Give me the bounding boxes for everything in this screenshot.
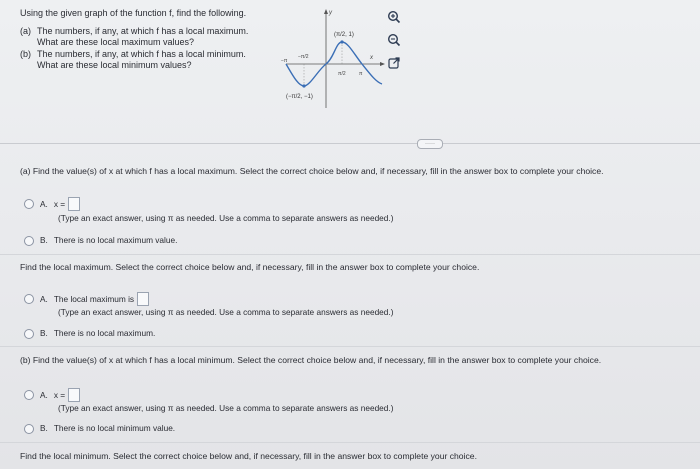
graph-tools bbox=[385, 8, 409, 77]
answer-box-2a[interactable] bbox=[137, 292, 149, 306]
zoom-out-icon bbox=[387, 33, 401, 47]
section-separator bbox=[0, 254, 700, 255]
choice-2b[interactable] bbox=[24, 328, 155, 339]
question-local-max-value: Find the local maximum. Select the correct choice below and, if necessary, fill in the answer box to complete your choice. bbox=[20, 262, 480, 272]
section-divider bbox=[0, 143, 700, 144]
zoom-out-button[interactable] bbox=[385, 31, 403, 49]
radio-1a[interactable] bbox=[24, 199, 34, 209]
choice-2b-text: There is no local maximum. bbox=[53, 328, 156, 338]
choice-3b-text: There is no local minimum value. bbox=[53, 423, 176, 433]
local-max-point bbox=[340, 40, 343, 43]
choice-2a-letter: A. bbox=[40, 293, 48, 304]
choice-2a[interactable] bbox=[24, 292, 149, 306]
choice-1a-letter: A. bbox=[40, 198, 48, 209]
question-local-min-x: (b) Find the value(s) of x at which f has a local minimum. Select the correct choice below and, if necessary, fill in the answer box to complete your choice. bbox=[20, 355, 602, 365]
problem-prompt bbox=[20, 8, 262, 72]
question-local-min-value: Find the local minimum. Select the correct choice below and, if necessary, fill in the answer box to complete your choice. bbox=[20, 451, 477, 461]
radio-2b[interactable] bbox=[24, 329, 34, 339]
answer-box-1a[interactable] bbox=[68, 197, 80, 211]
tick-neg-half-pi: −π/2 bbox=[298, 54, 309, 60]
radio-2a[interactable] bbox=[24, 294, 34, 304]
function-graph bbox=[278, 4, 388, 114]
choice-1a-prefix: x = bbox=[53, 198, 66, 209]
prompt-part-a bbox=[20, 26, 262, 48]
question-local-max-x: (a) Find the value(s) of x at which f has a local maximum. Select the correct choice below and, if necessary, fill in the answer box to complete your choice. bbox=[20, 166, 604, 176]
part-b-label: (b) bbox=[20, 49, 31, 59]
part-b-text: The numbers, if any, at which f has a local minimum. What are these local minimum values? bbox=[37, 49, 246, 70]
radio-3a[interactable] bbox=[24, 390, 34, 400]
popout-button[interactable] bbox=[385, 54, 403, 72]
tick-neg-pi: −π bbox=[281, 58, 288, 64]
section-separator bbox=[0, 346, 700, 347]
radio-3b[interactable] bbox=[24, 424, 34, 434]
choice-1b-text: There is no local maximum value. bbox=[53, 235, 178, 245]
max-point-label: (π/2, 1) bbox=[334, 32, 354, 38]
choice-1b[interactable] bbox=[24, 235, 177, 246]
hint-3a: (Type an exact answer, using π as needed. Use a comma to separate answers as needed.) bbox=[58, 403, 394, 413]
choice-2b-letter: B. bbox=[40, 328, 48, 338]
choice-2a-prefix: The local maximum is bbox=[53, 293, 135, 304]
min-point-label: (−π/2, −1) bbox=[286, 94, 313, 100]
zoom-in-icon bbox=[387, 10, 401, 24]
choice-1b-letter: B. bbox=[40, 235, 48, 245]
expand-pill[interactable]: ····· bbox=[417, 139, 443, 149]
answer-box-3a[interactable] bbox=[68, 388, 80, 402]
prompt-part-b bbox=[20, 49, 262, 71]
zoom-in-button[interactable] bbox=[385, 8, 403, 26]
hint-2a: (Type an exact answer, using π as needed. Use a comma to separate answers as needed.) bbox=[58, 307, 394, 317]
popout-icon bbox=[387, 56, 401, 70]
choice-3b-letter: B. bbox=[40, 423, 48, 433]
section-separator bbox=[0, 442, 700, 443]
choice-3a-prefix: x = bbox=[53, 389, 66, 400]
tick-pi: π bbox=[359, 71, 363, 77]
choice-3b[interactable] bbox=[24, 423, 175, 434]
prompt-intro: Using the given graph of the function f, find the following. bbox=[20, 8, 247, 18]
tick-half-pi: π/2 bbox=[338, 71, 346, 77]
radio-1b[interactable] bbox=[24, 236, 34, 246]
part-a-label: (a) bbox=[20, 26, 31, 36]
part-a-text: The numbers, if any, at which f has a local maximum. What are these local maximum values? bbox=[37, 26, 249, 47]
y-axis-arrow bbox=[324, 9, 328, 14]
choice-3a-letter: A. bbox=[40, 389, 48, 400]
hint-1a: (Type an exact answer, using π as needed. Use a comma to separate answers as needed.) bbox=[58, 213, 394, 223]
local-min-point bbox=[302, 84, 305, 87]
choice-3a[interactable] bbox=[24, 388, 80, 402]
x-axis-label: x bbox=[370, 55, 373, 61]
choice-1a[interactable] bbox=[24, 197, 80, 211]
y-axis-label: y bbox=[329, 10, 332, 16]
